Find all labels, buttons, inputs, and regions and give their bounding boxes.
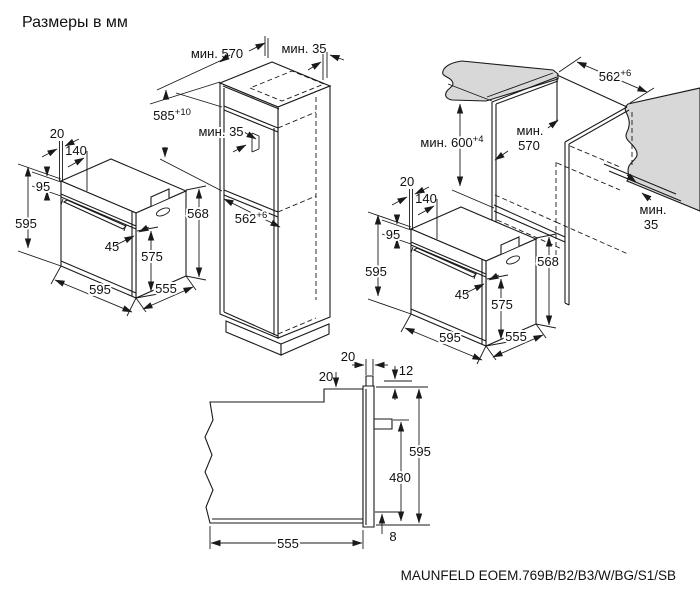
door-top-profile — [366, 376, 373, 386]
dim-door-height: 575 — [491, 297, 513, 312]
dim-body-depth: 555 — [155, 281, 177, 296]
dim-front-width: 595 — [89, 282, 111, 297]
model-label: MAUNFELD EOEM.769B/B2/B3/W/BG/S1/SB — [400, 568, 676, 583]
dim-frame-offset: 20 — [49, 126, 65, 141]
niche-height-value: 585 — [153, 108, 175, 123]
dim-front-width: 595 — [439, 330, 461, 345]
handle-profile — [374, 419, 392, 429]
niche-depth-tolerance: +6 — [256, 210, 268, 221]
dim-top-inset: 20 — [318, 369, 334, 384]
cabinet-side-face — [278, 86, 330, 338]
dim-bottom-gap: 8 — [389, 529, 397, 544]
dim-door-height: 575 — [141, 249, 163, 264]
dim-front-offset: 12 — [398, 363, 414, 378]
dim-counter-depth — [599, 68, 632, 84]
side-wall-cutaway — [625, 88, 700, 211]
dim-panel-height: 95 — [35, 179, 51, 194]
dim-rear-gap-value: 35 — [643, 217, 659, 232]
dim-top-depth-min: мин. 570 — [190, 46, 244, 61]
dim-vent-gap-min: мин. 35 — [198, 124, 244, 139]
dim-panel-length: 140 — [65, 143, 87, 158]
countertop-cutaway — [443, 61, 558, 101]
counter-depth-tolerance: +6 — [620, 68, 632, 79]
dim-body-height: 568 — [537, 254, 559, 269]
oven-body-profile — [205, 389, 363, 523]
dim-panel-height: 95 — [385, 227, 401, 242]
dim-body-height: 568 — [187, 206, 209, 221]
dim-handle-depth: 45 — [104, 239, 120, 254]
counter-depth-value: 562 — [598, 69, 621, 84]
dim-niche-min-width-value: 570 — [518, 138, 540, 153]
dim-side-depth: 555 — [277, 536, 299, 551]
oven-isometric-left — [15, 126, 209, 316]
dim-niche-min-width-unit: мин. — [516, 123, 544, 138]
niche-depth-value: 562 — [234, 211, 257, 226]
side-section-view — [205, 349, 431, 551]
door-profile — [363, 386, 374, 527]
niche-min-height-tolerance: +4 — [472, 134, 484, 145]
page-title: Размеры в мм — [22, 14, 128, 31]
oven-isometric-right — [365, 174, 559, 364]
niche-height-tolerance: +10 — [174, 107, 191, 118]
dim-rear-height: 480 — [389, 470, 411, 485]
dim-door-thickness: 20 — [340, 349, 356, 364]
dim-rear-gap-unit: мин. — [639, 202, 667, 217]
dim-front-height: 595 — [365, 264, 387, 279]
dim-side-height: 595 — [409, 444, 431, 459]
dim-frame-offset: 20 — [399, 174, 415, 189]
dim-body-depth: 555 — [505, 329, 527, 344]
dim-panel-length: 140 — [415, 191, 437, 206]
dim-front-height: 595 — [15, 216, 37, 231]
dim-handle-depth: 45 — [454, 287, 470, 302]
dim-niche-min-height — [420, 134, 483, 150]
niche-min-height-value: мин. 600 — [420, 135, 473, 150]
dim-top-gap-min: мин. 35 — [281, 41, 327, 56]
dim-niche-height — [153, 107, 191, 123]
